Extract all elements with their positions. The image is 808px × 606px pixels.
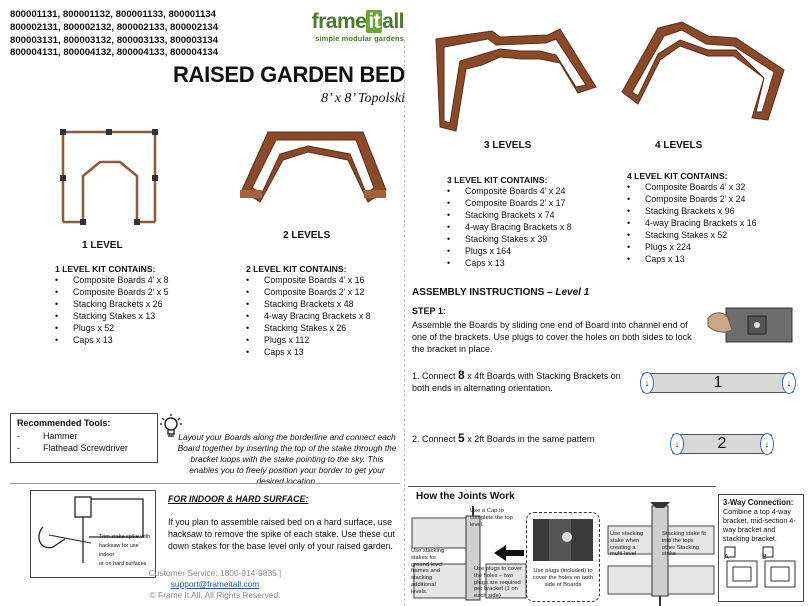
frameitall-logo (296, 10, 404, 43)
indoor-section-body: If you plan to assemble raised bed on a hard surface, use hacksaw to remove the spike of each stake. Use these cut down stakes for the base level only of your raised garden. (168, 517, 395, 551)
kit-item: • Stacking Brackets x 74 (447, 209, 572, 221)
logo-tagline: simple modular gardens (315, 34, 404, 43)
kit-item: • Composite Boards 2’ x 5 (55, 286, 169, 298)
tools-title: Recommended Tools: (17, 418, 111, 428)
kit-item: • Composite Boards 2’ x 17 (447, 197, 572, 209)
step-1-body: Assemble the Boards by sliding one end of Board into channel end of one of the brackets. Use plugs to cover the holes on both sides to lock the bracket in place. (412, 320, 692, 354)
stake-when-note: Use stacking stake when creating a multi-level (610, 531, 644, 558)
three-way-connection-box (718, 494, 804, 602)
joints-title: How the Joints Work (416, 491, 515, 502)
kit-item: • Plugs x 164 (447, 245, 572, 257)
kit-item: • Caps x 13 (246, 346, 371, 358)
level-1-label: 1 LEVEL (82, 240, 123, 251)
kit-item: • Stacking Stakes x 52 (627, 229, 756, 241)
stacking-bracket-icon: ↓ (640, 372, 654, 394)
plugs-note-2: Use plugs (included) to cover the holes on both side of Boards (532, 568, 594, 588)
three-way-title: 3-Way Connection: (723, 498, 794, 507)
indoor-section-title: FOR INDOOR & HARD SURFACE: (168, 494, 309, 504)
step-1-title: STEP 1: (412, 306, 446, 316)
section-divider (10, 483, 400, 484)
kit-item: • Stacking Brackets x 96 (627, 205, 756, 217)
step-a-text: 1. Connect 8 x 4ft Boards with Stacking Brackets on both ends in alternating orientation. (412, 368, 621, 393)
kit-item: • Composite Boards 4’ x 8 (55, 274, 169, 286)
kit-item: • Composite Boards 4’ x 24 (447, 185, 572, 197)
board-2ft: ↓ 2 ↓ (672, 434, 772, 454)
kit-item: • Stacking Stakes x 26 (246, 322, 371, 334)
kit-item: • Composite Boards 4’ x 16 (246, 274, 371, 286)
level-2-kit (246, 264, 371, 358)
level-4-label: 4 LEVELS (655, 140, 703, 151)
cap-note: Use a Cap to complete the top level. (470, 508, 513, 528)
level-3-kit (447, 175, 572, 269)
sku-line: 800003131, 800003132, 800003133, 800003134 (10, 34, 219, 46)
kit-item: • Stacking Stakes x 39 (447, 233, 572, 245)
customer-service-phone: Customer Service: 1800-914-9835 | (148, 568, 282, 578)
label-b: B (762, 554, 767, 561)
kit-item: • Composite Boards 2’ x 12 (246, 286, 371, 298)
kit-item: • 4-way Bracing Brackets x 8 (246, 310, 371, 322)
kit-title: 3 LEVEL KIT CONTAINS: (447, 175, 548, 185)
step-b-text: 2. Connect 5 x 2ft Boards in the same pattern (412, 431, 595, 445)
stacking-bracket-icon: ↓ (670, 433, 684, 455)
level-1-kit (55, 264, 169, 346)
page-subtitle: 8’ x 8’ Topolski (321, 91, 405, 106)
plugs-detail-box (526, 512, 600, 602)
kit-title: 1 LEVEL KIT CONTAINS: (55, 264, 156, 274)
kit-item: • Stacking Brackets x 26 (55, 298, 169, 310)
kit-item: • 4-way Bracing Brackets x 8 (447, 221, 572, 233)
sku-line: 800001131, 800001132, 800001133, 800001134 (10, 9, 216, 20)
level-3-label: 3 LEVELS (484, 140, 532, 151)
hacksaw-stake-illustration (30, 490, 156, 578)
level-2-label: 2 LEVELS (283, 230, 331, 241)
board-4ft: ↓ 1 ↓ (642, 373, 794, 393)
sku-line: 800004131, 800004132, 800004133, 800004134 (10, 47, 219, 59)
kit-item: • Plugs x 52 (55, 322, 169, 334)
label-a: A (724, 554, 729, 561)
plug-photo (527, 513, 599, 565)
support-email-link[interactable]: support@frameitall.com (170, 579, 260, 589)
sku-list (10, 9, 218, 60)
arrow-left-icon (494, 545, 524, 561)
kit-item: • Stacking Stakes x 13 (55, 310, 169, 322)
kit-item: • Plugs x 224 (627, 241, 756, 253)
image-caption: Trim stake spike with hacksaw for use indoor or on hard surfaces (99, 534, 151, 567)
tool-item: - Flathead Screwdriver (17, 443, 129, 453)
tool-item: - Hammer (17, 431, 78, 441)
page-title: RAISED GARDEN BED (172, 62, 405, 87)
assembly-title: ASSEMBLY INSTRUCTIONS – Level 1 (412, 287, 590, 298)
three-way-body: Combine a top 4-way bracket, mid-section 4-way bracket and stacking bracket. (723, 507, 796, 543)
kit-item: • Caps x 13 (627, 253, 756, 265)
level-2-illustration (238, 130, 388, 220)
kit-item: • Caps x 13 (447, 257, 572, 269)
stacking-bracket-icon: ↓ (760, 433, 774, 455)
kit-item: • Stacking Brackets x 48 (246, 298, 371, 310)
kit-item: • Composite Boards 4’ x 32 (627, 181, 756, 193)
copyright: © Frame It All. All Rights Reserved. (149, 590, 281, 600)
stake-note: Use stacking stakes for ground level frames and stacking additional levels. (411, 548, 445, 595)
recommended-tools-box (10, 413, 158, 463)
level-4-illustration (618, 20, 788, 125)
bracket-photo (706, 298, 800, 356)
stake-fit-note: Stacking stake fit into the tops other Stacking stake (662, 531, 706, 558)
logo-wordmark: frameitall (311, 10, 404, 33)
kit-item: • 4-way Bracing Brackets x 16 (627, 217, 756, 229)
level-3-illustration (430, 25, 600, 135)
kit-title: 4 LEVEL KIT CONTAINS: (627, 171, 728, 181)
level-1-illustration (55, 120, 165, 230)
layout-tip: Layout your Boards along the borderline and connect each Board together by inserting the top of the stake through the bracket loops with the stake pointing to the sky. This enables you to freely position your border to get your desired location. (177, 432, 397, 486)
stacking-bracket-icon: ↓ (782, 372, 796, 394)
kit-item: • Plugs x 112 (246, 334, 371, 346)
kit-title: 2 LEVEL KIT CONTAINS: (246, 264, 347, 274)
plugs-note: Use plugs to cover the holes – two plugs are required per bracket (1 on each side) (474, 566, 523, 600)
column-divider (404, 40, 405, 606)
customer-service (120, 568, 310, 601)
kit-item: • Composite Boards 2’ x 24 (627, 193, 756, 205)
level-4-kit (627, 171, 756, 265)
three-way-bracket-diagram (723, 545, 801, 591)
sku-line: 800002131, 800002132, 800002133, 800002134 (10, 21, 219, 33)
kit-item: • Caps x 13 (55, 334, 169, 346)
